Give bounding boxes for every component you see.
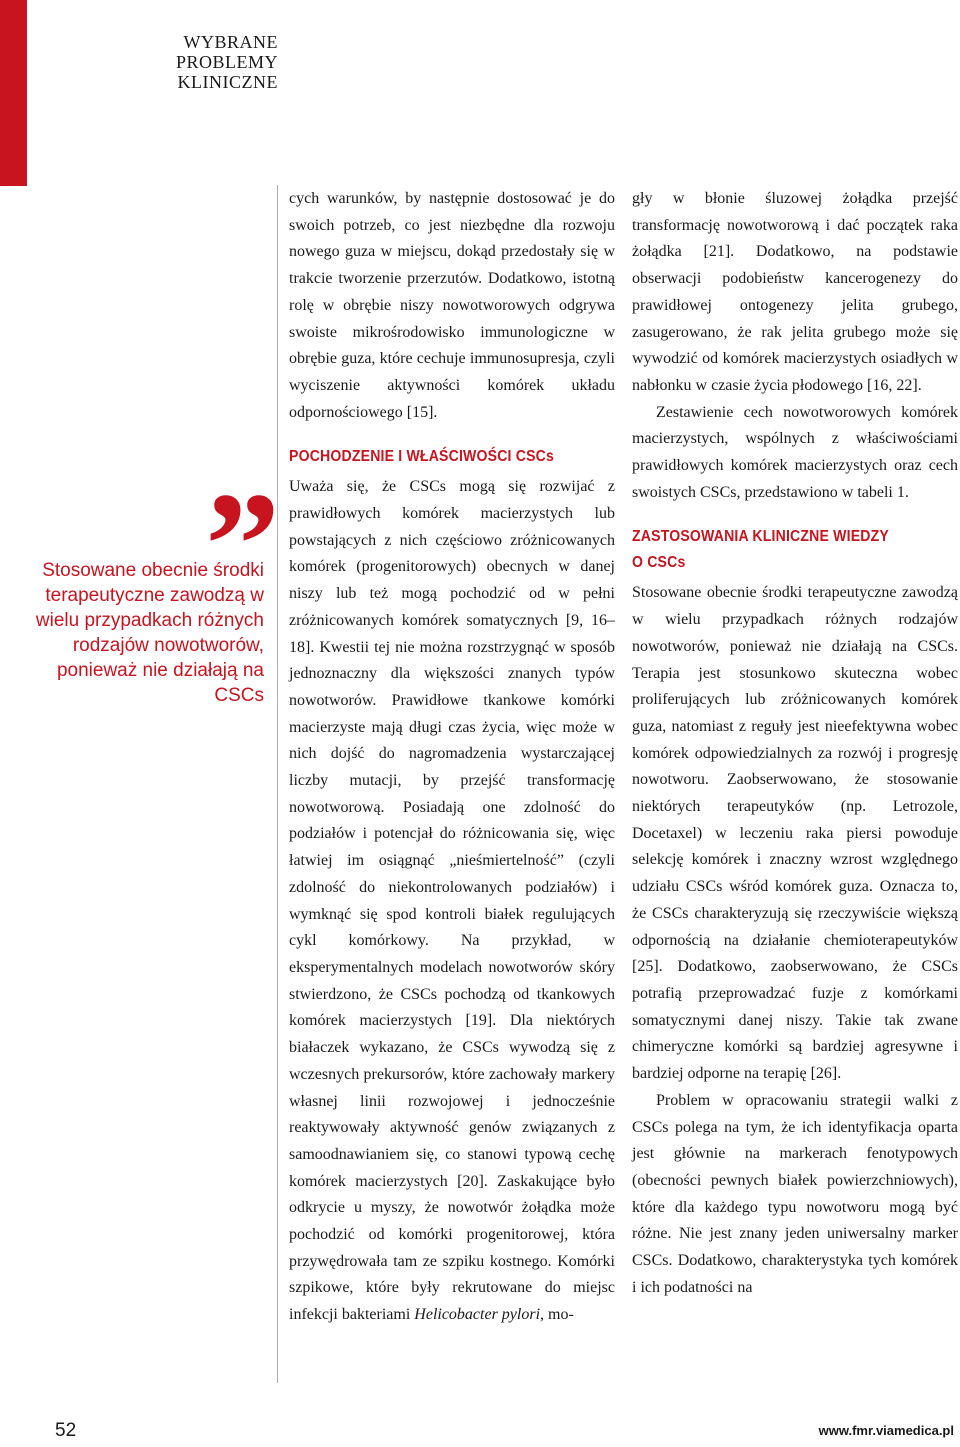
paragraph: gły w błonie śluzowej żołądka przejść transformację nowotworową i dać początek raka żołądka [21]. Dodatkowo, na podstawie obserwacji podobieństw kancerogenezy do prawidłowej ontogenezy jelita grubego, zasugerowano, że rak jelita grubego może się wywodzić od komórek macierzystych osiadłych w nabłonku w czasie życia płodowego [16, 22]. (632, 190, 958, 394)
paragraph: Zestawienie cech nowotworowych komórek macierzystych, wspólnych z właściwościami prawidłowych komórek macierzystych oraz cech swoistych CSCs, przedstawiono w tabeli 1. (632, 403, 958, 501)
section-heading (632, 524, 960, 576)
section-label-line: KLINICZNE (177, 72, 278, 92)
section-color-bar (0, 0, 27, 186)
pull-quote: Stosowane obecnie środki terapeutyczne zawodzą w wielu przypadkach różnych rodzajów nowotworów, ponieważ nie działają na CSCs (35, 560, 264, 706)
section-label-line: WYBRANE (183, 32, 278, 52)
paragraph-text: , mo- (540, 1306, 574, 1324)
quote-mark-icon: ” (205, 462, 268, 628)
section-label (150, 32, 278, 92)
paragraph: Stosowane obecnie środki terapeutyczne zawodzą w wielu przypadkach różnych rodzajów nowotworów, ponieważ nie działają na CSCs. Terapia jest stosunkowo skuteczna wobec proliferujących lub zróżnicowanych komórek guza, natomiast z reguły jest nieefektywna wobec komórek odpowiedzialnych za rozwój i progresję nowotworu. Zaobserwowano, że stosowanie niektórych terapeutyków (np. Letrozole, Docetaxel) w leczeniu raka piersi powoduje selekcję komórek i znaczny wzrost względnego udziału CSCs wśród komórek guza. Oznacza to, że CSCs charakteryzują się rzeczywiście większą odpornością na działanie chemioterapeutyków [25]. Dodatkowo, zaobserwowano, że CSCs potrafią przeprowadzać fuzje z komórkami somatycznymi danej niszy. Takie tak zwane chimeryczne komórki są bardziej agresywne i bardziej odporne na terapię [26]. (632, 584, 958, 1083)
text-column-left (289, 186, 615, 1329)
section-heading-line: ZASTOSOWANIA KLINICZNE WIEDZY (632, 528, 889, 546)
paragraph: Problem w opracowaniu strategii walki z CSCs polega na tym, że ich identyfikacja oparta jest głównie na markerach fenotypowych (obecności pewnych białek powierzchniowych), które dla każdego typu nowotworu mogą być różne. Nie jest znany jeden uniwersalny marker CSCs. Dodatkowo, charakterystyka tych komórek i ich podatności na (632, 1091, 958, 1296)
journal-url: www.fmr.viamedica.pl (818, 1423, 954, 1438)
section-label-line: PROBLEMY (175, 52, 278, 72)
paragraph-text: Uważa się, że CSCs mogą się rozwijać z prawidłowych komórek macierzystych lub powstających z nich częściowo zróżnicowanych komórek (progenitorowych) obecnych w danej niszy lub też mogą pochodzić od w pełni zróżnicowanych komórek somatycznych [9, 16–18]. Kwestii tej nie można rozstrzygnąć w sposób jednoznaczny dla większości znanych typów nowotworów. Prawidłowe tkankowe komórki macierzyste mają długi czas życia, więc może w nich dojść do nagromadzenia wystarczającej liczby mutacji, by przejść transformację nowotworową. Posiadają one zdolność do podziałów i potencjał do różnicowania się, więc łatwiej im osiągnąć „nieśmiertelność” (czyli zdolność do niekontrolowanych podziałów) i wymknąć się spod kontroli białek regulujących cykl komórkowy. Na przykład, w eksperymentalnych modelach nowotworów skóry stwierdzono, że CSCs pochodzą od tkankowych komórek macierzystych [19]. Dla niektórych białaczek wykazano, że CSCs wywodzą się z wczesnych prekursorów, które zachowały markery własnej linii rozwojowej i jednocześnie reaktywowały aktywność genów związanych z samoodnawianiem się, co stanowi typową cechę komórek macierzystych [20]. Zaskakujące było odkrycie u myszy, że nowotwór żołądka może pochodzić od komórki progenitorowej, która przywędrowała tam ze szpiku kostnego. Komórki szpikowe, które były rekrutowane do miejsc infekcji bakteriami (289, 478, 615, 1324)
section-heading: POCHODZENIE I WŁAŚCIWOŚCI CSCs (289, 448, 554, 466)
text-column-right (632, 186, 958, 1301)
column-divider (277, 185, 278, 1383)
paragraph (289, 474, 615, 1329)
species-name: Helicobacter pylori (414, 1306, 541, 1324)
page-number: 52 (55, 1420, 77, 1441)
section-heading-line: O CSCs (632, 554, 686, 572)
paragraph: cych warunków, by następnie dostosować je do swoich potrzeb, co jest niezbędne dla rozwoju nowego guza w miejscu, dokąd przedostały się w trakcie tworzenie przerzutów. Dodatkowo, istotną rolę w obrębie niszy nowotworowych odgrywa swoiste mikrośrodowisko immunologiczne w obrębie guza, które cechuje immunosupresja, czyli wyciszenie aktywności komórek układu odpornościowego [15]. (289, 190, 615, 421)
